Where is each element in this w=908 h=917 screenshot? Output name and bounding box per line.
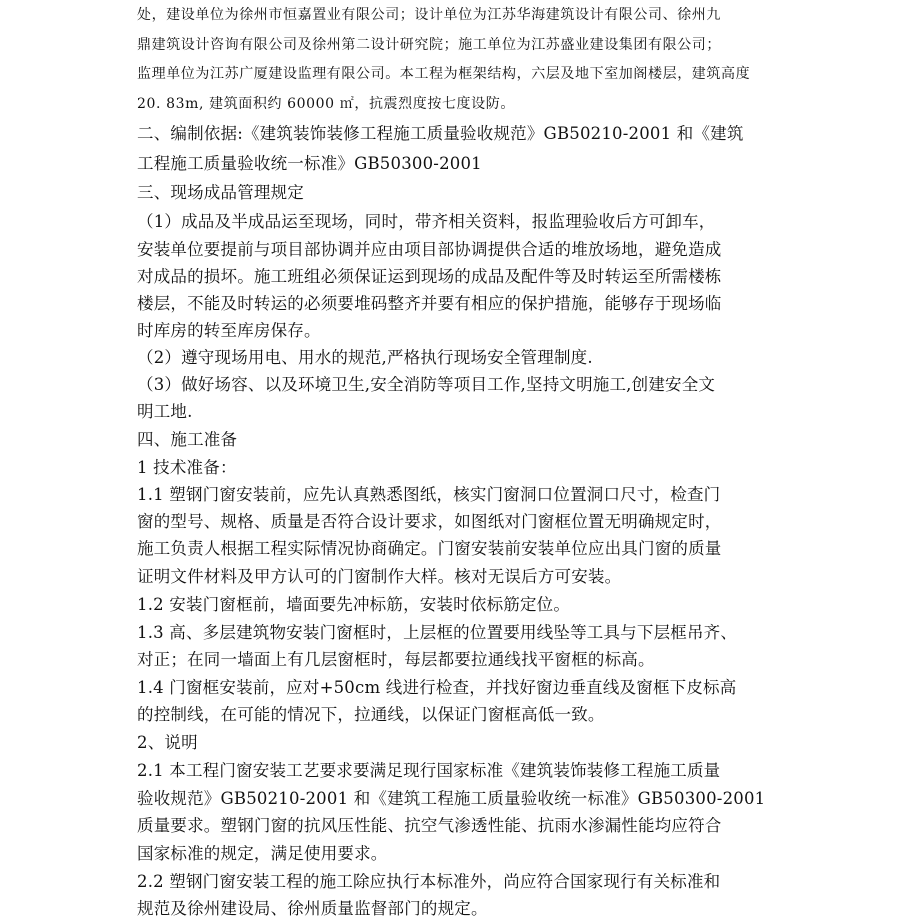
text-line-11: 楼层，不能及时转运的必须要堆码整齐并要有相应的保护措施，能够存于现场临 xyxy=(137,294,722,313)
text-line-22: 1.2 安装门窗框前，墙面要先冲标筋，安装时依标筋定位。 xyxy=(137,595,571,614)
text-line-21: 证明文件材料及甲方认可的门窗制作大样。核对无误后方可安装。 xyxy=(137,567,622,586)
text-line-4: 20. 83m, 建筑面积约 60000 ㎡，抗震烈度按七度设防。 xyxy=(137,96,515,112)
text-line-20: 施工负责人根据工程实际情况协商确定。门窗安装前安装单位应出具门窗的质量 xyxy=(137,539,722,558)
text-line-9: 安装单位要提前与项目部协调并应由项目部协调提供合适的堆放场地，避免造成 xyxy=(137,240,722,259)
text-line-1: 处，建设单位为徐州市恒嘉置业有限公司；设计单位为江苏华海建筑设计有限公司、徐州九 xyxy=(137,7,721,23)
text-line-26: 的控制线，在可能的情况下，拉通线，以保证门窗框高低一致。 xyxy=(137,705,605,724)
text-line-19: 窗的型号、规格、质量是否符合设计要求，如图纸对门窗框位置无明确规定时， xyxy=(137,512,722,531)
text-line-3: 监理单位为江苏广厦建设监理有限公司。本工程为框架结构，六层及地下室加阁楼层，建筑高度 xyxy=(137,66,751,82)
text-line-8: （1）成品及半成品运至现场，同时，带齐相关资料，报监理验收后方可卸车， xyxy=(137,212,716,231)
text-line-31: 国家标准的规定，满足使用要求。 xyxy=(137,844,388,863)
text-line-29: 验收规范》GB50210-2001 和《建筑工程施工质量验收统一标准》GB50300-2001 xyxy=(137,789,766,808)
text-line-15: 明工地. xyxy=(137,402,193,421)
text-line-30: 质量要求。塑钢门窗的抗风压性能、抗空气渗透性能、抗雨水渗漏性能均应符合 xyxy=(137,816,722,835)
text-line-33: 规范及徐州建设局、徐州质量监督部门的规定。 xyxy=(137,899,488,917)
section-heading-basis: 二、编制依据:《建筑装饰装修工程施工质量验收规范》GB50210-2001 和《建筑 xyxy=(137,124,744,143)
text-line-14: （3）做好场容、以及环境卫生,安全消防等项目工作,坚持文明施工,创建安全文 xyxy=(137,375,716,394)
text-line-2: 鼎建筑设计咨询有限公司及徐州第二设计研究院；施工单位为江苏盛业建设集团有限公司； xyxy=(137,37,721,53)
text-line-17: 1 技术准备： xyxy=(137,458,237,477)
text-line-6: 工程施工质量验收统一标准》GB50300-2001 xyxy=(137,154,482,173)
text-line-10: 对成品的损坏。施工班组必须保证运到现场的成品及配件等及时转运至所需楼栋 xyxy=(137,267,722,286)
text-line-28: 2.1 本工程门窗安装工艺要求要满足现行国家标准《建筑装饰装修工程施工质量 xyxy=(137,761,721,780)
text-line-23: 1.3 高、多层建筑物安装门窗框时，上层框的位置要用线坠等工具与下层框吊齐、 xyxy=(137,623,738,642)
section-heading-notes: 2、说明 xyxy=(137,733,198,752)
text-line-32: 2.2 塑钢门窗安装工程的施工除应执行本标准外，尚应符合国家现行有关标准和 xyxy=(137,872,721,891)
text-line-12: 时库房的转至库房保存。 xyxy=(137,321,321,340)
section-heading-preparation: 四、施工准备 xyxy=(137,430,238,449)
text-line-18: 1.1 塑钢门窗安装前，应先认真熟悉图纸，核实门窗洞口位置洞口尺寸，检查门 xyxy=(137,485,721,504)
section-heading-management: 三、现场成品管理规定 xyxy=(137,183,304,202)
text-line-25: 1.4 门窗框安装前，应对+50cm 线进行检查，并找好窗边垂直线及窗框下皮标高 xyxy=(137,678,737,697)
text-line-24: 对正；在同一墙面上有几层窗框时，每层都要拉通线找平窗框的标高。 xyxy=(137,650,655,669)
text-line-13: （2）遵守现场用电、用水的规范,严格执行现场安全管理制度. xyxy=(137,348,593,367)
